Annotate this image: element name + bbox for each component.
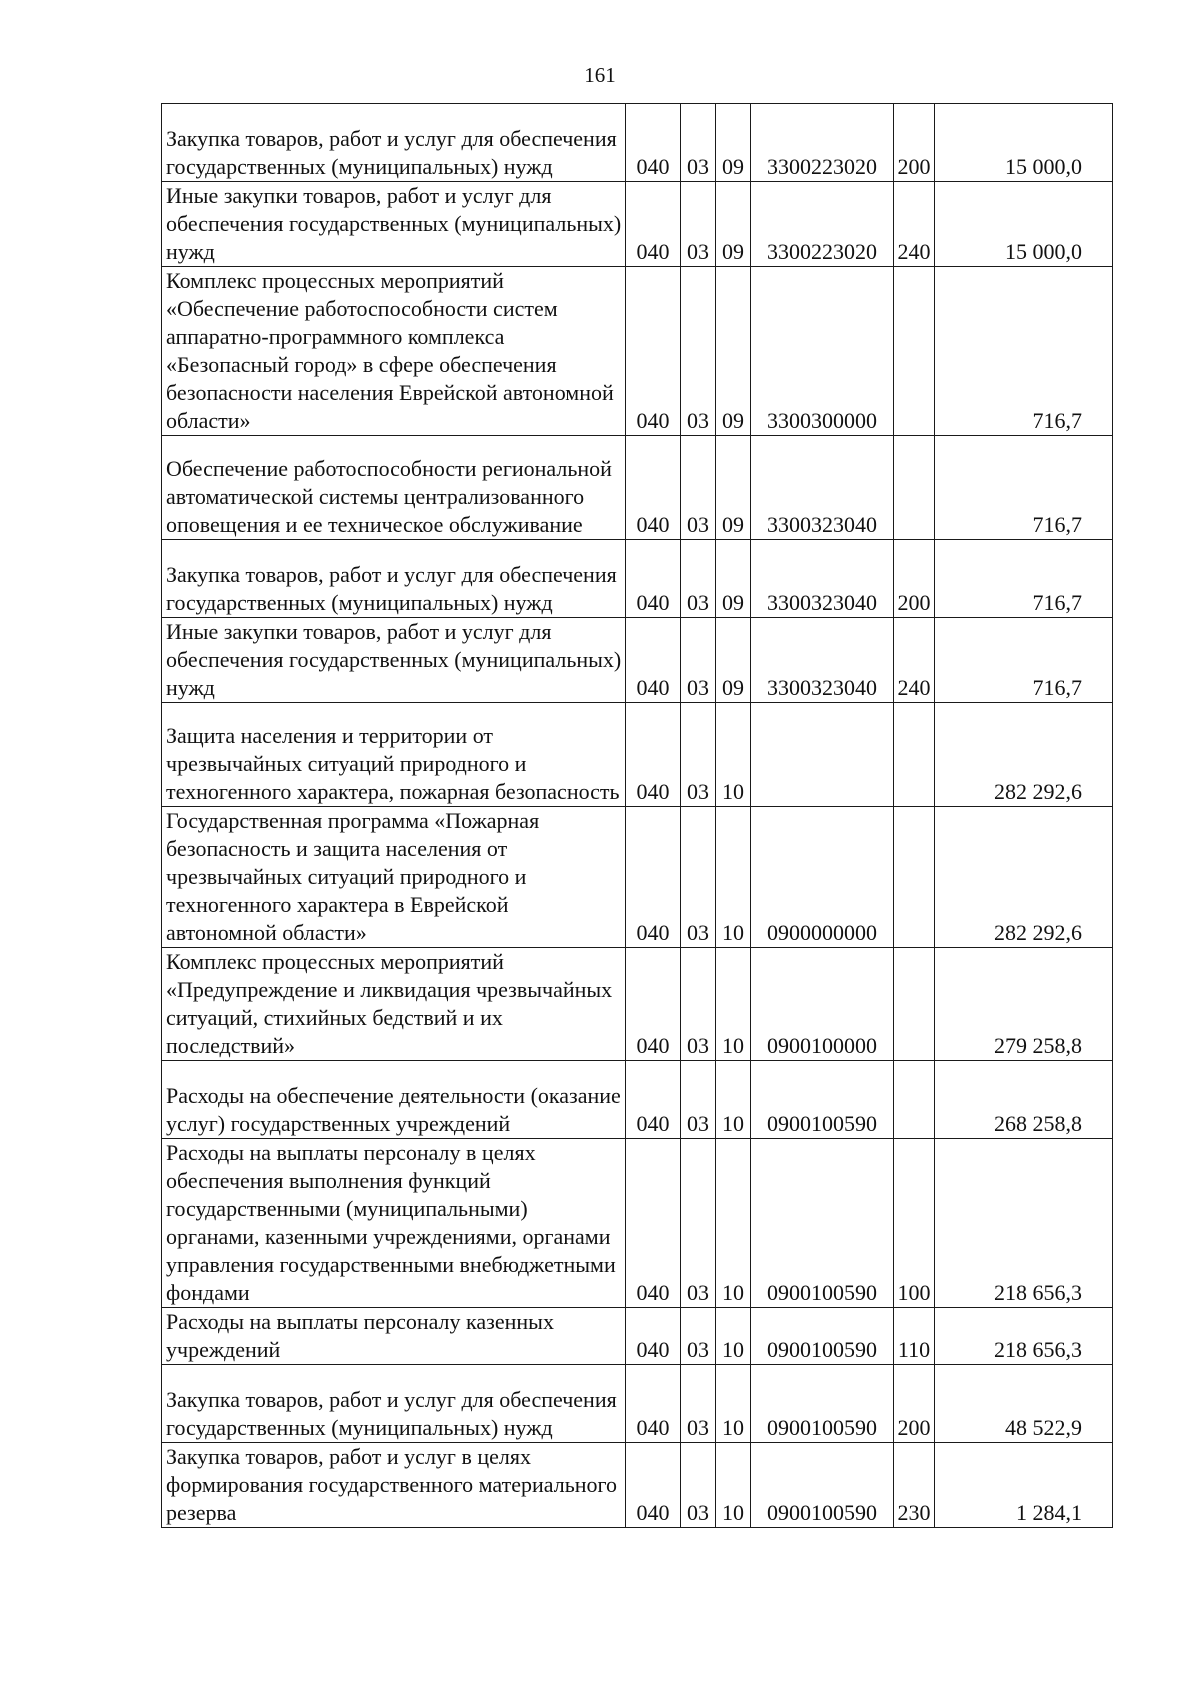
expense-name-cell: Обеспечение работоспособности региональной автоматической системы централизованного оповещения и ее техническое обслуживание — [162, 436, 626, 540]
expense-name-cell: Расходы на выплаты персоналу в целях обеспечения выполнения функций государственными (муниципальными) органами, казенными учреждениями, органами управления государственными внебюджетными фондами — [162, 1139, 626, 1308]
expense-name-cell: Закупка товаров, работ и услуг для обеспечения государственных (муниципальных) нужд — [162, 540, 626, 618]
table-row — [162, 1443, 1113, 1528]
expense-type-code-cell — [894, 267, 935, 436]
target-item-code-cell: 3300323040 — [751, 436, 894, 540]
subsection-code-cell: 09 — [716, 436, 751, 540]
target-item-code-cell: 0900100000 — [751, 948, 894, 1061]
expense-name-cell: Закупка товаров, работ и услуг в целях формирования государственного материального резерва — [162, 1443, 626, 1528]
subsection-code-cell: 09 — [716, 182, 751, 267]
admin-code-cell: 040 — [626, 1139, 681, 1308]
expense-type-code-cell — [894, 703, 935, 807]
expense-type-code-cell: 110 — [894, 1308, 935, 1365]
table-row — [162, 618, 1113, 703]
admin-code-cell: 040 — [626, 807, 681, 948]
expense-name-cell: Закупка товаров, работ и услуг для обеспечения государственных (муниципальных) нужд — [162, 104, 626, 182]
target-item-code-cell: 3300300000 — [751, 267, 894, 436]
section-code-cell: 03 — [681, 618, 716, 703]
subsection-code-cell: 09 — [716, 618, 751, 703]
amount-cell: 218 656,3 — [935, 1308, 1113, 1365]
section-code-cell: 03 — [681, 807, 716, 948]
amount-cell: 15 000,0 — [935, 182, 1113, 267]
section-code-cell: 03 — [681, 182, 716, 267]
target-item-code-cell — [751, 703, 894, 807]
subsection-code-cell: 10 — [716, 703, 751, 807]
expense-name-cell: Закупка товаров, работ и услуг для обеспечения государственных (муниципальных) нужд — [162, 1365, 626, 1443]
target-item-code-cell: 0900100590 — [751, 1061, 894, 1139]
expense-type-code-cell: 230 — [894, 1443, 935, 1528]
target-item-code-cell: 3300323040 — [751, 540, 894, 618]
expense-name-cell: Расходы на выплаты персоналу казенных учреждений — [162, 1308, 626, 1365]
amount-cell: 48 522,9 — [935, 1365, 1113, 1443]
expense-name-cell: Комплекс процессных мероприятий «Предупреждение и ликвидация чрезвычайных ситуаций, стихийных бедствий и их последствий» — [162, 948, 626, 1061]
table-row — [162, 948, 1113, 1061]
section-code-cell: 03 — [681, 436, 716, 540]
section-code-cell: 03 — [681, 104, 716, 182]
expense-type-code-cell: 200 — [894, 104, 935, 182]
table-row — [162, 104, 1113, 182]
expense-type-code-cell — [894, 948, 935, 1061]
expense-name-cell: Государственная программа «Пожарная безопасность и защита населения от чрезвычайных ситуаций природного и техногенного характера в Еврейской автономной области» — [162, 807, 626, 948]
target-item-code-cell: 0900100590 — [751, 1308, 894, 1365]
amount-cell: 716,7 — [935, 618, 1113, 703]
subsection-code-cell: 10 — [716, 807, 751, 948]
target-item-code-cell: 0900100590 — [751, 1139, 894, 1308]
table-row — [162, 540, 1113, 618]
subsection-code-cell: 09 — [716, 104, 751, 182]
subsection-code-cell: 10 — [716, 1365, 751, 1443]
admin-code-cell: 040 — [626, 948, 681, 1061]
target-item-code-cell: 3300223020 — [751, 104, 894, 182]
expense-name-cell: Комплекс процессных мероприятий «Обеспечение работоспособности систем аппаратно-программного комплекса «Безопасный город» в сфере обеспечения безопасности населения Еврейской автономной области» — [162, 267, 626, 436]
subsection-code-cell: 10 — [716, 1061, 751, 1139]
amount-cell: 282 292,6 — [935, 807, 1113, 948]
amount-cell: 218 656,3 — [935, 1139, 1113, 1308]
admin-code-cell: 040 — [626, 1443, 681, 1528]
section-code-cell: 03 — [681, 1365, 716, 1443]
section-code-cell: 03 — [681, 948, 716, 1061]
section-code-cell: 03 — [681, 703, 716, 807]
amount-cell: 15 000,0 — [935, 104, 1113, 182]
admin-code-cell: 040 — [626, 540, 681, 618]
table-row — [162, 436, 1113, 540]
expense-type-code-cell: 240 — [894, 618, 935, 703]
target-item-code-cell: 0900100590 — [751, 1443, 894, 1528]
expense-name-cell: Иные закупки товаров, работ и услуг для обеспечения государственных (муниципальных) нужд — [162, 182, 626, 267]
expense-type-code-cell — [894, 807, 935, 948]
section-code-cell: 03 — [681, 1061, 716, 1139]
target-item-code-cell: 0900100590 — [751, 1365, 894, 1443]
expense-type-code-cell: 100 — [894, 1139, 935, 1308]
table-body — [162, 104, 1113, 1528]
expense-name-cell: Иные закупки товаров, работ и услуг для обеспечения государственных (муниципальных) нужд — [162, 618, 626, 703]
admin-code-cell: 040 — [626, 618, 681, 703]
admin-code-cell: 040 — [626, 1308, 681, 1365]
table-row — [162, 182, 1113, 267]
section-code-cell: 03 — [681, 1139, 716, 1308]
table-row — [162, 1139, 1113, 1308]
subsection-code-cell: 09 — [716, 540, 751, 618]
admin-code-cell: 040 — [626, 436, 681, 540]
admin-code-cell: 040 — [626, 703, 681, 807]
admin-code-cell: 040 — [626, 182, 681, 267]
expense-type-code-cell: 200 — [894, 540, 935, 618]
expense-name-cell: Расходы на обеспечение деятельности (оказание услуг) государственных учреждений — [162, 1061, 626, 1139]
amount-cell: 716,7 — [935, 267, 1113, 436]
table-row — [162, 703, 1113, 807]
subsection-code-cell: 10 — [716, 1308, 751, 1365]
amount-cell: 282 292,6 — [935, 703, 1113, 807]
section-code-cell: 03 — [681, 1308, 716, 1365]
subsection-code-cell: 10 — [716, 948, 751, 1061]
subsection-code-cell: 10 — [716, 1443, 751, 1528]
admin-code-cell: 040 — [626, 104, 681, 182]
table-row — [162, 267, 1113, 436]
admin-code-cell: 040 — [626, 1365, 681, 1443]
amount-cell: 279 258,8 — [935, 948, 1113, 1061]
expense-type-code-cell: 240 — [894, 182, 935, 267]
subsection-code-cell: 10 — [716, 1139, 751, 1308]
table-row — [162, 1061, 1113, 1139]
target-item-code-cell: 3300223020 — [751, 182, 894, 267]
subsection-code-cell: 09 — [716, 267, 751, 436]
table-row — [162, 1308, 1113, 1365]
amount-cell: 716,7 — [935, 436, 1113, 540]
budget-table — [161, 103, 1113, 1528]
expense-name-cell: Защита населения и территории от чрезвычайных ситуаций природного и техногенного характера, пожарная безопасность — [162, 703, 626, 807]
expense-type-code-cell: 200 — [894, 1365, 935, 1443]
table-row — [162, 807, 1113, 948]
amount-cell: 1 284,1 — [935, 1443, 1113, 1528]
admin-code-cell: 040 — [626, 267, 681, 436]
target-item-code-cell: 0900000000 — [751, 807, 894, 948]
section-code-cell: 03 — [681, 540, 716, 618]
admin-code-cell: 040 — [626, 1061, 681, 1139]
page-number: 161 — [584, 63, 616, 87]
amount-cell: 716,7 — [935, 540, 1113, 618]
table-row — [162, 1365, 1113, 1443]
section-code-cell: 03 — [681, 267, 716, 436]
amount-cell: 268 258,8 — [935, 1061, 1113, 1139]
expense-type-code-cell — [894, 436, 935, 540]
section-code-cell: 03 — [681, 1443, 716, 1528]
target-item-code-cell: 3300323040 — [751, 618, 894, 703]
expense-type-code-cell — [894, 1061, 935, 1139]
